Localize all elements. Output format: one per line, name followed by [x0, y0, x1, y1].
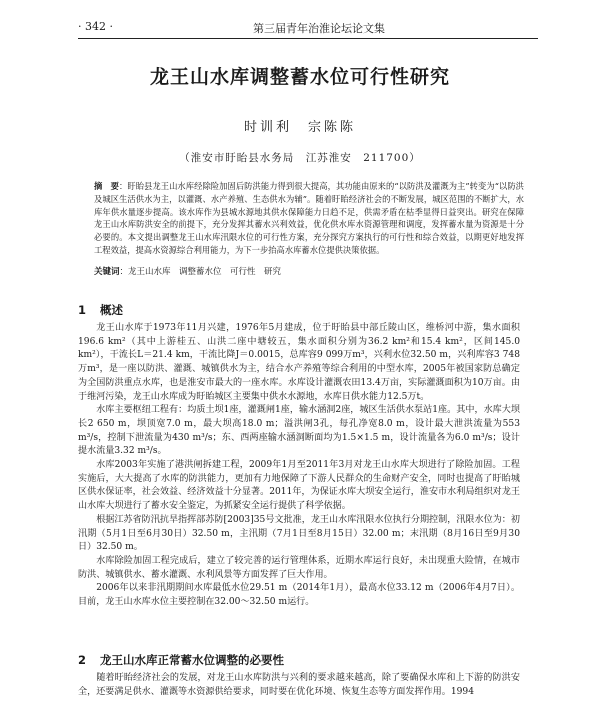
journal-name: 第三届青年治淮论坛论文集 [253, 22, 385, 35]
affiliation: （淮安市盱眙县水务局 江苏淮安 211700） [179, 152, 421, 164]
paragraph: 随着盱眙经济社会的发展，对龙王山水库防洪与兴利的要求越来越高，除了要确保水库和上下游的防洪安全，还要满足供水、灌溉等水资源供给要求，同时要在优化环境、恢复生态等方面发挥作用。1994 [78, 673, 520, 697]
paragraph: 水库主要枢纽工程有：均质土坝1座，灌溉闸1座，输水涵洞2座，城区生活供水泵站1座。其中，水库大坝长2 650 m，坝顶宽7.0 m，最大坝高18.0 m；溢洪闸3孔，每孔净宽8.0 m，设计最大泄洪流量为553 m³/s，控制下泄流量为430 m³/s；东、西两座输水涵洞断面均为1.5×1.5 m，设计流量各为6.0 m³/s；设计提水流量3.32 m³/s。 [78, 405, 520, 457]
section-heading-2 [78, 652, 284, 668]
abstract-label: 摘 要 [94, 181, 120, 191]
paragraph: 水库2003年实施了港洪闸拆建工程，2009年1月至2011年3月对龙王山水库大坝进行了除险加固。工程实施后，大大提高了水库的防洪能力，更加有力地保障了下游人民群众的生命财产安全，同时也提高了盱眙城区供水保证率，社会效益、经济效益十分显著。2011年，为保证水库大坝安全运行，淮安市水利局组织对龙王山水库大坝进行了蓄水安全鉴定，为抓紧安全运行提供了科学依据。 [78, 460, 520, 512]
paper-title: 龙王山水库调整蓄水位可行性研究 [149, 66, 450, 88]
section-title: 概述 [100, 303, 123, 317]
page-number: · 342 · [78, 20, 113, 33]
section-1-body [78, 322, 520, 610]
running-header [78, 18, 538, 39]
keywords-text: ：龙王山水库 调整蓄水位 可行性 研究 [119, 267, 282, 277]
abstract-text: ：盱眙县龙王山水库经除险加固后防洪能力得到很大提高，其功能由原来的“以防洪及灌溉为主”转变为“以防洪及城区生活供水为主，以灌溉、水产养殖、生态供水为辅”。随着盱眙经济社会的不断发展，城区范围的不断扩大，水库年供水量逐步提高。该水库作为县城水源地其供水保障能力日趋不足，供需矛盾在枯季显得日益突出。研究在保障龙王山水库防洪安全的前提下，充分发挥其蓄水兴利效益，优化供水库水资源管理和调度，发挥蓄水量为资源是十分必要的。本文提出调整龙王山水库汛限水位的可行性方案，充分探究方案执行的可行性和综合效益，以期更好地发挥工程效益，提高水资源综合利用能力，为下一步抬高水库蓄水位提供决策依据。 [94, 181, 524, 255]
paragraph: 水库除险加固工程完成后，建立了较完善的运行管理体系，近期水库运行良好，未出现重大险情，在城市防洪、城镇供水、蓄水灌溉、水利风景等方面发挥了巨大作用。 [78, 555, 520, 580]
abstract [94, 180, 524, 257]
section-heading-1 [78, 302, 123, 318]
section-title: 龙王山水库正常蓄水位调整的必要性 [100, 653, 284, 667]
section-number: 2 [78, 653, 87, 667]
paragraph: 龙王山水库于1973年11月兴建，1976年5月建成，位于盱眙县中部丘陵山区，维桥河中游，集水面积196.6 km²（其中上游桂五、山洪二座中塘较五，集水面积分别为36.2 km²和15.4 km²，区间145.0 km²），干流长L＝21.4 km，干流比降J＝0.0015，总库容9 099万m³，兴利水位32.50 m，兴利库容3 748万m³，是一座以防洪、灌溉、城镇供水为主，结合水产养殖等综合利用的中型水库，2005年被国家防总确定为全国防洪重点水库，也是淮安市最大的一座水库。水库设计灌溉农田13.4万亩，实际灌溉面积为10万亩。由于维河污染，龙王山水库成为盱眙城区主要集中供水水源地，水库日供水能力12.5万t。 [78, 323, 520, 402]
paragraph: 2006年以来非汛期期间水库最低水位29.51 m（2014年1月），最高水位33.12 m（2006年4月7日）。目前，龙王山水库水位主要控制在32.00～32.50 m运行。 [78, 583, 520, 608]
keywords-label: 关键词 [94, 267, 120, 277]
authors: 时训利 宗陈陈 [243, 120, 356, 135]
paragraph: 根据江苏省防汛抗旱指挥部苏防[2003]35号文批准，龙王山水库汛限水位执行分期控制，汛限水位为：初汛期（5月1日至6月30日）32.50 m，主汛期（7月1日至8月15日）32.00 m；末汛期（8月16日至9月30日）32.50 m。 [78, 514, 520, 553]
keywords [94, 266, 524, 278]
section-2-body [78, 672, 520, 699]
section-number: 1 [78, 303, 87, 317]
